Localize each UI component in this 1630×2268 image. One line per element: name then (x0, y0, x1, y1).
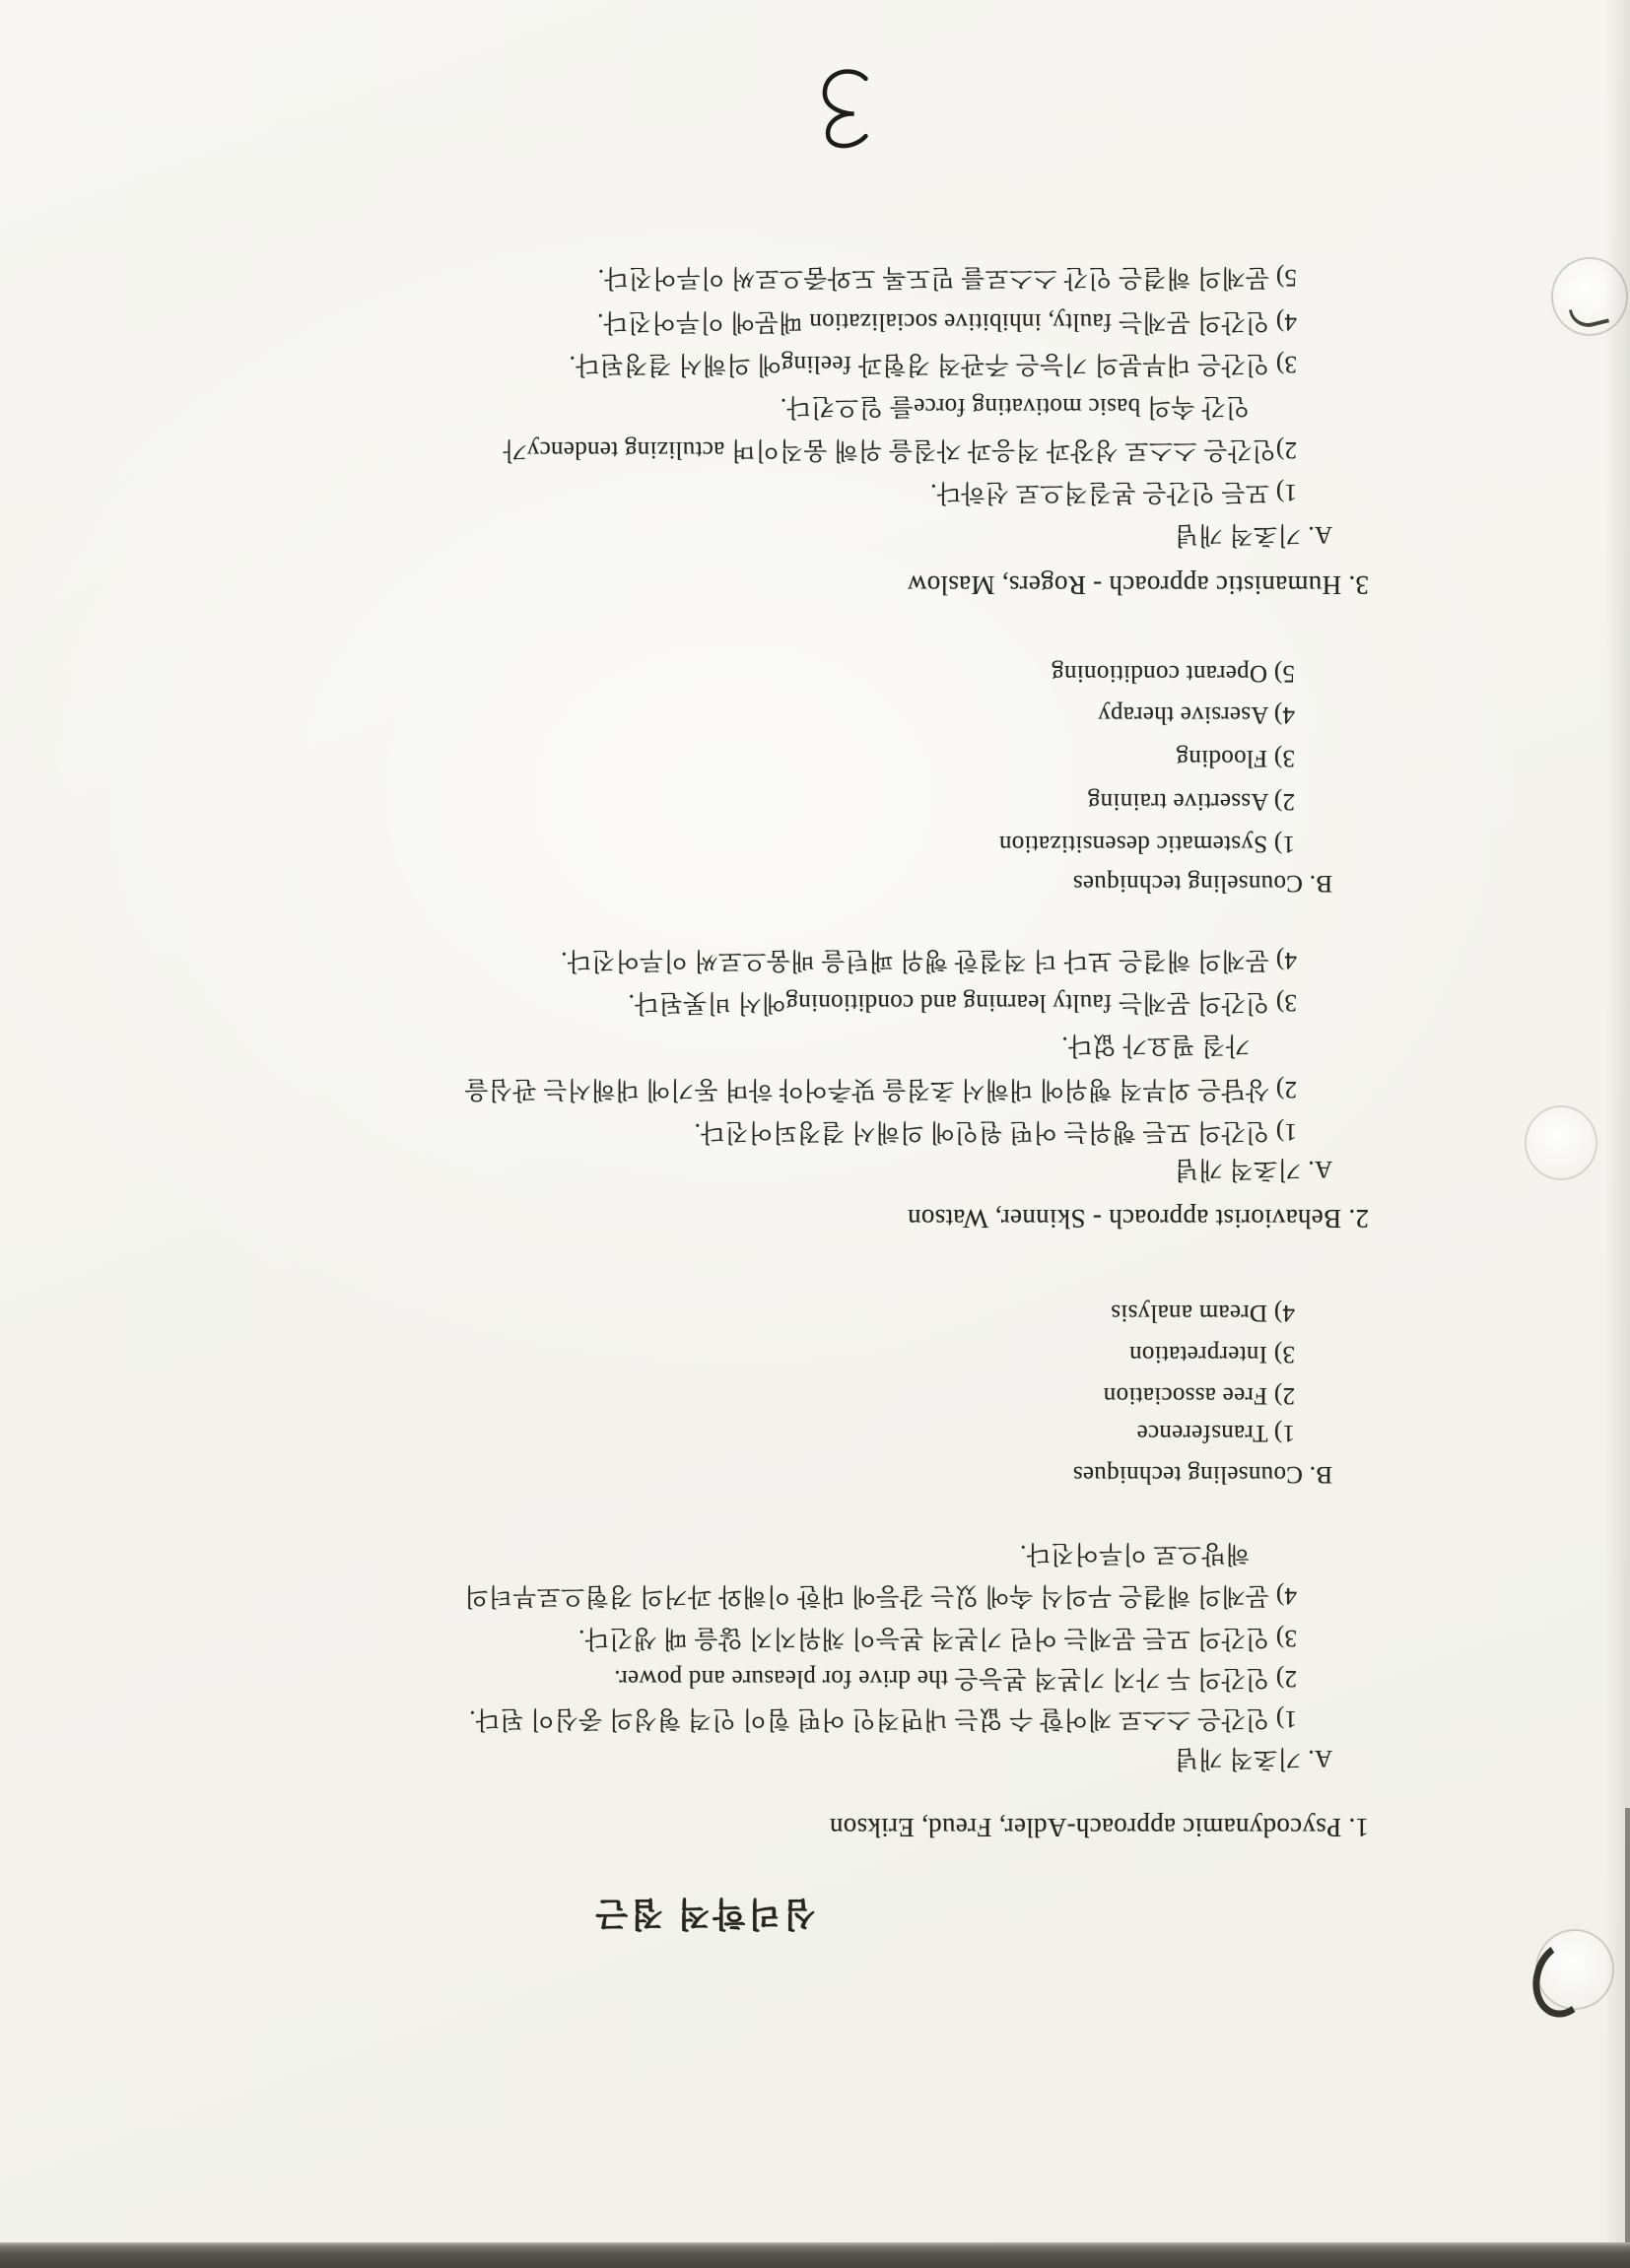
list-item-line: 4) 인간의 문제는 faulty, inhibitive socialization 때문에 이루어진다. (596, 308, 1297, 335)
list-item-line: 3) Interpretation (1128, 1341, 1295, 1367)
punch-hole-middle (1525, 1105, 1597, 1180)
list-item-line: 1) 인간은 스스로 제어할 수 없는 내면적인 어떤 힘이 인격 형성의 중심이 된다. (468, 1705, 1297, 1732)
list-item-line: 2) Free association (1103, 1382, 1295, 1409)
list-item-line: 4) 문제의 해결은 무의식 속에 있는 갈등에 대한 이해와 과거의 경험으로부터의 (464, 1582, 1297, 1609)
page-title: 심리학적 접근 (592, 1895, 816, 1931)
list-item-line: 1) Systematic desensitization (998, 831, 1295, 857)
list-item-line: 4) Asersive therapy (1097, 701, 1295, 728)
list-item-line: 1) 인간의 모든 행위는 어떤 원인에 의해서 결정되어진다. (694, 1118, 1297, 1145)
subsection-label-basic-concepts: A. 기초적 개념 (1174, 1745, 1332, 1771)
list-item-line: 3) 인간의 모든 문제는 어린 기본적 본능이 채워지지 않을 때 생긴다. (577, 1625, 1297, 1651)
list-item-line: 2) Assertive training (1087, 788, 1295, 815)
list-item-line: 4) 문제의 해결은 보다 더 적절한 행위 패턴을 배움으로써 이루어진다. (560, 947, 1297, 973)
subsection-label-basic-concepts: A. 기초적 개념 (1174, 1156, 1332, 1182)
section-heading-humanistic: 3. Humanistic approach - Rogers, Maslow (907, 570, 1369, 600)
handwritten-page-number (804, 63, 883, 152)
section-heading-psychodynamic: 1. Psycodynamic approach-Adler, Freud, Erikson (829, 1813, 1369, 1842)
subsection-label-counseling-techniques: B. Counseling techniques (1072, 870, 1332, 897)
list-item-line: 3) Flooding (1176, 745, 1295, 771)
continuation-line: 인간 속의 basic motivating force를 일으킨다. (780, 393, 1250, 420)
section-heading-behaviorist: 2. Behaviorist approach - Skinner, Watson (907, 1204, 1369, 1234)
subsection-label-basic-concepts: A. 기초적 개념 (1174, 521, 1332, 548)
list-item-line: 2)인간은 스스로 성장과 적응과 자질을 위해 움직이며 actulizing tendency가 (503, 436, 1297, 463)
list-item-line: 1) 모든 인간은 본질적으로 선하다. (929, 479, 1297, 505)
list-item-line: 2) 상담은 외부적 행위에 대해서 초점을 맞추어야 하며 동기에 대해서는 관심을 (464, 1076, 1297, 1102)
list-item-line: 4) Dream analysis (1111, 1300, 1295, 1326)
continuation-line: 해방으로 이루어진다. (1019, 1540, 1250, 1567)
scan-right-edge-line (1625, 1808, 1630, 2268)
scanner-edge-strip (0, 2242, 1630, 2268)
list-item-line: 1) Transference (1136, 1420, 1295, 1446)
list-item-line: 3) 인간은 대부분의 기능은 주관적 경험과 feeling에 의해서 결정된다. (569, 351, 1297, 377)
list-item-line: 5) Operant conditioning (1051, 660, 1295, 687)
list-item-line: 3) 인간의 문제는 faulty learning and conditioning에서 비롯된다. (628, 989, 1297, 1016)
continuation-line: 가질 필요가 없다. (1061, 1032, 1250, 1058)
subsection-label-counseling-techniques: B. Counseling techniques (1072, 1461, 1332, 1488)
list-item-line: 5) 문제의 해결은 인간 스스로를 믿도록 도와줌으로써 이루어진다. (597, 264, 1297, 291)
list-item-line: 2) 인간의 두 가지 기본적 본능은 the drive for pleasure and power. (613, 1665, 1297, 1692)
